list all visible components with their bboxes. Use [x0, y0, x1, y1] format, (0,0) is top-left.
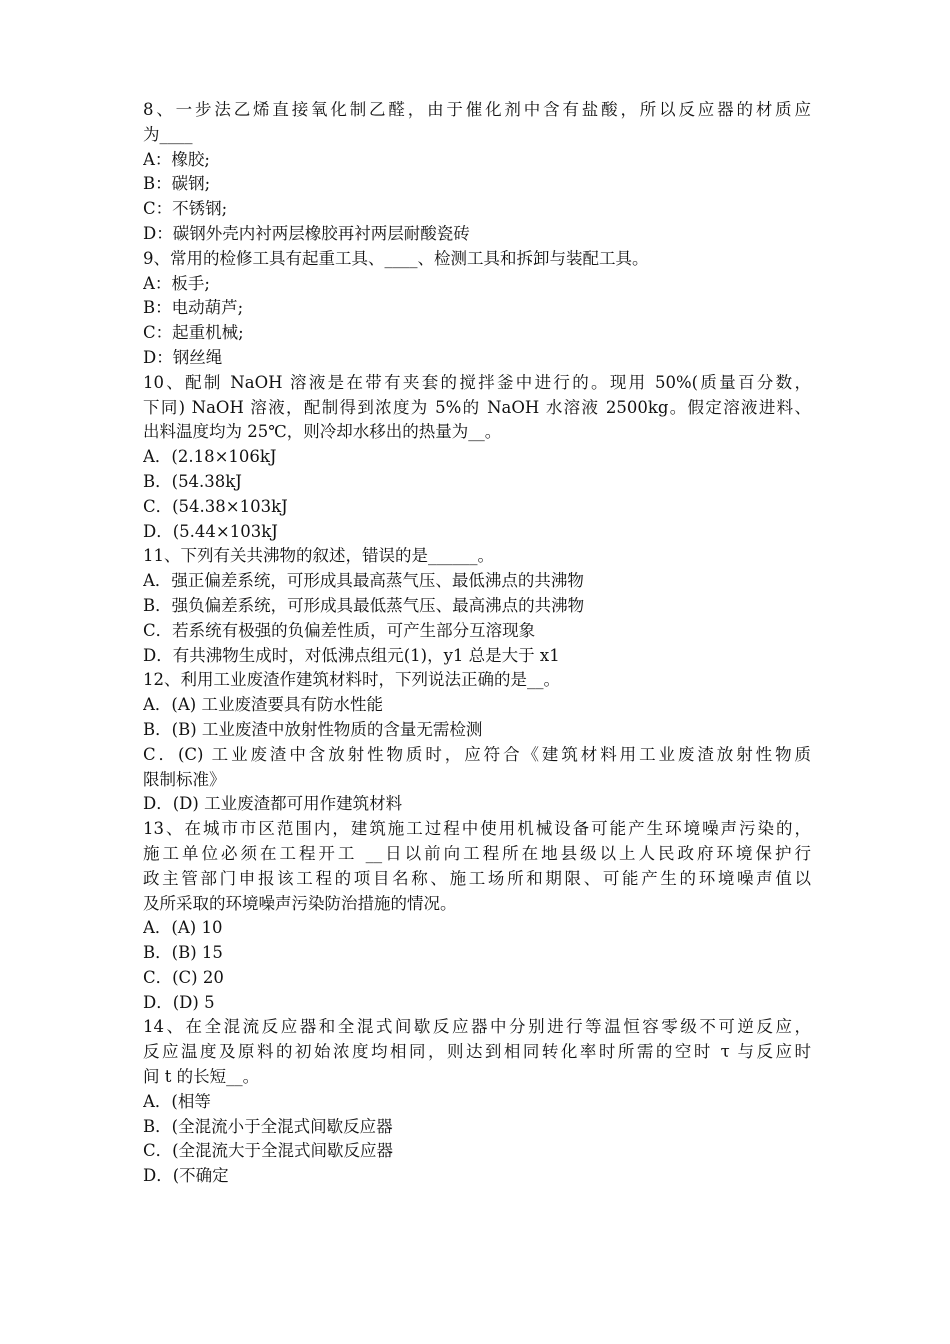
option-a: A．(A) 10	[143, 918, 223, 938]
option-c: C：不锈钢;	[143, 199, 228, 219]
option-a: A：橡胶;	[143, 149, 210, 169]
option-b: B：碳钢;	[143, 174, 211, 194]
question-text: 9、常用的检修工具有起重工具、____、检测工具和拆卸与装配工具。	[143, 248, 649, 268]
question-text: 13、在城市市区范围内，建筑施工过程中使用机械设备可能产生环境噪声污染的，	[143, 819, 811, 839]
option-c: C：起重机械;	[143, 323, 244, 343]
option-d: D．(D) 工业废渣都可用作建筑材料	[143, 794, 403, 814]
option-c: C．(C) 工业废渣中含放射性物质时，应符合《建筑材料用工业废渣放射性物质	[143, 744, 811, 764]
document-page	[143, 98, 811, 1189]
question-12	[143, 668, 811, 817]
option-d: D．(5.44×103kJ	[143, 521, 278, 541]
question-14	[143, 1015, 811, 1189]
question-9	[143, 247, 811, 371]
question-text: 及所采取的环境噪声污染防治措施的情况。	[143, 893, 457, 913]
question-text: 间 t 的长短__。	[143, 1067, 260, 1087]
option-b: B．强负偏差系统，可形成具最低蒸气压、最高沸点的共沸物	[143, 595, 585, 615]
question-text: 11、下列有关共沸物的叙述，错误的是______。	[143, 546, 494, 566]
question-text: 12、利用工业废渣作建筑材料时，下列说法正确的是__。	[143, 670, 560, 690]
option-a: A．(A) 工业废渣要具有防水性能	[143, 695, 383, 715]
option-d: D：碳钢外壳内衬两层橡胶再衬两层耐酸瓷砖	[143, 223, 470, 243]
question-text: 下同) NaOH 溶液，配制得到浓度为 5%的 NaOH 水溶液 2500kg。假定溶液进料、	[143, 397, 811, 417]
question-text: 14、在全混流反应器和全混式间歇反应器中分别进行等温恒容零级不可逆反应，	[143, 1017, 811, 1037]
question-text: 出料温度均为 25℃，则冷却水移出的热量为__。	[143, 422, 502, 442]
option-c: C．(全混流大于全混式间歇反应器	[143, 1141, 394, 1161]
option-d: D．(不确定	[143, 1166, 229, 1186]
option-c: C．(C) 20	[143, 967, 224, 987]
question-11	[143, 544, 811, 668]
option-a: A：板手;	[143, 273, 210, 293]
option-d: D．(D) 5	[143, 992, 215, 1012]
question-text: 10、配制 NaOH 溶液是在带有夹套的搅拌釜中进行的。现用 50%(质量百分数，	[143, 372, 811, 392]
question-text: 反应温度及原料的初始浓度均相同，则达到相同转化率时所需的空时 τ 与反应时	[143, 1042, 811, 1062]
option-d: D．有共沸物生成时，对低沸点组元(1)，y1 总是大于 x1	[143, 645, 560, 665]
option-b: B：电动葫芦;	[143, 298, 244, 318]
option-c-continued: 限制标准》	[143, 769, 226, 789]
option-b: B．(B) 15	[143, 943, 223, 963]
question-13	[143, 817, 811, 1015]
option-b: B．(全混流小于全混式间歇反应器	[143, 1116, 393, 1136]
question-10	[143, 371, 811, 545]
option-c: C．(54.38×103kJ	[143, 496, 288, 516]
question-8	[143, 98, 811, 247]
option-c: C．若系统有极强的负偏差性质，可产生部分互溶现象	[143, 620, 536, 640]
question-text: 为____	[143, 124, 193, 144]
option-b: B．(B) 工业废渣中放射性物质的含量无需检测	[143, 719, 483, 739]
option-a: A．(2.18×106kJ	[143, 447, 277, 467]
option-b: B．(54.38kJ	[143, 471, 242, 491]
question-text: 施工单位必须在工程开工 __日以前向工程所在地县级以上人民政府环境保护行	[143, 843, 811, 863]
question-text: 8、一步法乙烯直接氧化制乙醛，由于催化剂中含有盐酸，所以反应器的材质应	[143, 100, 811, 119]
option-a: A．(相等	[143, 1091, 211, 1111]
option-a: A．强正偏差系统，可形成具最高蒸气压、最低沸点的共沸物	[143, 571, 584, 591]
question-text: 政主管部门申报该工程的项目名称、施工场所和期限、可能产生的环境噪声值以	[143, 868, 811, 888]
option-d: D：钢丝绳	[143, 347, 223, 367]
